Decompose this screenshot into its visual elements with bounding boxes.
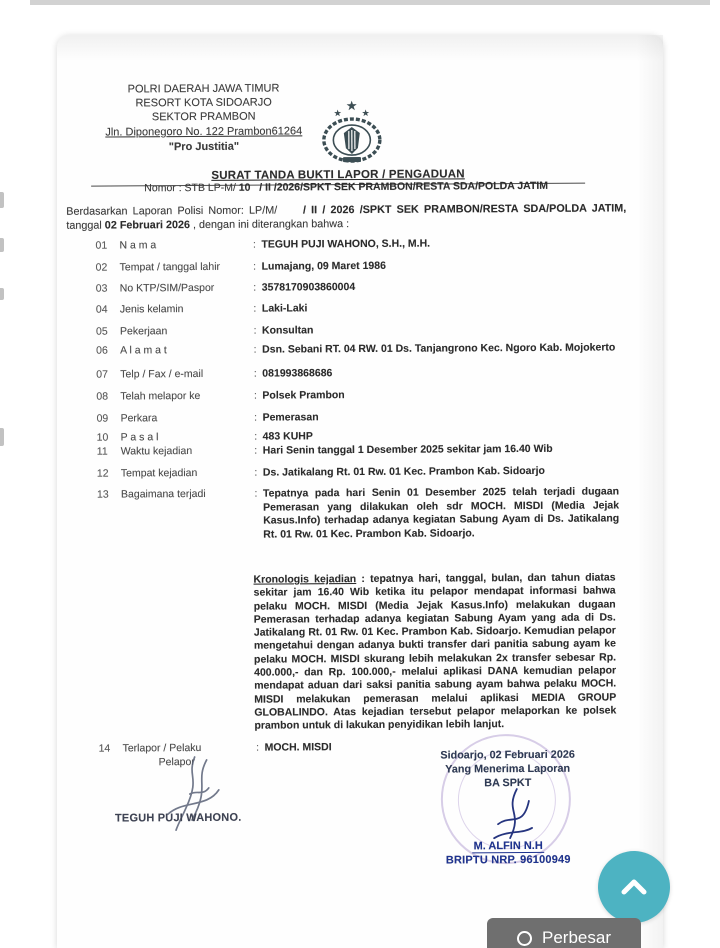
number-prefix: Nomor : STB LP-M/	[144, 181, 236, 195]
field-label: Telah melapor ke	[120, 389, 201, 403]
field-label: No KTP/SIM/Paspor	[119, 281, 215, 295]
letterhead-line: SEKTOR PRAMBON	[151, 110, 256, 124]
intro-date: 02 Februari 2026	[104, 219, 191, 232]
field-colon: :	[253, 324, 257, 337]
signoff-block	[425, 748, 591, 791]
svg-text:★: ★	[361, 107, 370, 118]
officer-name	[425, 840, 591, 853]
top-divider	[30, 0, 710, 5]
field-number: 02	[95, 261, 108, 274]
letterhead-line: RESORT KOTA SIDOARJO	[135, 96, 272, 110]
field-number: 05	[95, 325, 108, 338]
field-colon: :	[252, 238, 256, 251]
field-value: Tepatnya pada hari Senin 01 Desember 2025 telah terjadi dugaan Pemerasan yang dilakukan oleh sdr MOCH. MISDI (Media Jejak Kasus.Info) terhadap adanya kegiatan Sabung Ayam di Ds. Jatikalang Rt. 01 Rw. 01 Kec. Prambon Kab. Sidoarjo.	[262, 485, 620, 541]
field-number: 09	[96, 412, 109, 425]
field-colon: :	[254, 411, 258, 424]
field-value: 483 KUHP	[262, 430, 313, 443]
officer-name-text: M. ALFIN N.H	[473, 839, 543, 853]
scan-edge-artifact	[0, 288, 4, 300]
field-row-ttl	[96, 258, 618, 274]
field-value: Lumajang, 09 Maret 1986	[261, 259, 386, 273]
zoom-button-label: Perbesar	[542, 928, 611, 947]
field-row-nama	[95, 236, 617, 252]
chevron-up-icon	[621, 879, 647, 895]
field-number: 14	[98, 742, 111, 755]
letterhead-line: POLRI DAERAH JAWA TIMUR	[127, 82, 280, 96]
field-colon: :	[253, 367, 257, 380]
field-label: Pekerjaan	[119, 325, 168, 338]
field-value: Polsek Prambon	[262, 389, 345, 402]
field-number: 01	[95, 239, 108, 252]
officer-signature-scribble	[487, 786, 537, 846]
field-colon: :	[254, 430, 258, 443]
field-colon: :	[253, 389, 257, 402]
field-row-tempat	[97, 464, 619, 480]
field-number: 11	[96, 445, 108, 458]
document-page	[57, 35, 663, 948]
field-value: Dsn. Sebani RT. 04 RW. 01 Ds. Tanjangrono Kec. Ngoro Kab. Mojokerto	[262, 341, 616, 356]
field-number: 13	[96, 488, 109, 501]
field-label: P a s a l	[120, 431, 159, 444]
field-label: A l a m a t	[120, 344, 167, 357]
field-value: Laki-Laki	[261, 302, 308, 315]
field-number: 07	[96, 368, 109, 381]
letterhead	[94, 81, 312, 154]
intro-text: Berdasarkan Laporan Polisi Nomor: LP/M/	[66, 204, 278, 218]
svg-text:★: ★	[345, 98, 358, 114]
field-label: N a m a	[119, 239, 157, 252]
field-sublabel: Pelapor	[158, 756, 195, 769]
officer-nrp: BRIPTU NRP. 96100949	[445, 853, 571, 867]
intro-text: tanggal	[66, 219, 105, 232]
letterhead-address: Jln. Diponegoro No. 122 Prambon61264	[105, 125, 303, 139]
chronology-lead: Kronologis kejadian	[253, 573, 357, 586]
intro-text: , dengan ini diterangkan bahwa :	[192, 218, 350, 232]
field-value: Konsultan	[261, 324, 314, 337]
signoff-received-by: Yang Menerima Laporan	[445, 762, 571, 776]
field-colon: :	[253, 343, 257, 356]
zoom-enlarge-button[interactable]	[487, 918, 641, 948]
field-row-melapor	[96, 387, 618, 403]
field-label: Tempat / tanggal lahir	[119, 260, 221, 274]
intro-report-number: / II / 2026 /SPKT SEK PRAMBON/RESTA SDA/POLDA JATIM,	[302, 202, 627, 217]
document-content	[54, 33, 666, 948]
field-colon: :	[254, 487, 258, 500]
field-number: 04	[95, 303, 108, 316]
scroll-to-top-button[interactable]	[598, 851, 670, 923]
field-label: Jenis kelamin	[119, 303, 184, 316]
reporter-name: TEGUH PUJI WAHONO.	[114, 811, 242, 825]
magnifier-circle-icon	[517, 931, 532, 946]
number-value: 10	[238, 181, 251, 194]
chronology-body: : tepatnya hari, tanggal, bulan, dan tahun diatas sekitar jam 16.40 Wib ketika itu pelapor mendapat informasi bahwa pelaku MOCH. MISDI (Media Jejak Kasus.Info) melakukan dugaan Pemerasan terhadap adanya kegiatan Sabung Ayam yang ada di Ds. Jatikalang Rt. 01 Rw. 01 Kec. Prambon Kab. Sidoarjo. Kemudian pelapor mengetahui dengan adanya bukti transfer dari panitia sabung ayam ke pelaku MOCH. MISDI skurang lebih melakukan 2x transfer sebesar Rp. 400.000,- dan Rp. 100.000,- melalui aplikasi DANA kemudian pelapor mendapat aduan dari saksi panitia sabung ayam bahwa pelaku MOCH. MISDI melakukan pemerasan melalui aplikasi MEDIA GROUP GLOBALINDO. Atas kejadian tersebut pelapor melaporkan ke polsek prambon untuk di lakukan penyidikan lebih lanjut.	[253, 571, 617, 732]
field-row-perkara	[97, 409, 619, 425]
field-colon: :	[254, 466, 258, 479]
field-label: Terlapor / Pelaku	[122, 741, 202, 755]
field-colon: :	[253, 302, 257, 315]
document-title: SURAT TANDA BUKTI LAPOR / PENGADUAN	[211, 168, 465, 182]
field-number: 10	[96, 431, 109, 444]
field-label: Tempat kejadian	[120, 466, 198, 480]
field-colon: :	[254, 444, 258, 457]
field-value: Pemerasan	[262, 411, 319, 424]
field-colon: :	[253, 260, 257, 273]
signoff-place-date: Sidoarjo, 02 Februari 2026	[440, 748, 575, 762]
signoff-unit: BA SPKT	[484, 776, 532, 790]
field-label: Telp / Fax / e-mail	[120, 367, 204, 381]
field-colon: :	[256, 741, 260, 754]
field-value: MOCH. MISDI	[264, 741, 332, 754]
field-row-alamat	[96, 341, 618, 357]
field-number: 03	[95, 282, 108, 295]
field-row-waktu	[97, 442, 619, 458]
document-number-line	[91, 180, 601, 195]
field-label: Bagaimana terjadi	[120, 487, 206, 501]
field-number: 08	[96, 390, 109, 403]
field-value: 3578170903860004	[261, 281, 356, 294]
field-number: 06	[96, 344, 108, 357]
scan-edge-artifact	[0, 238, 4, 252]
field-value: 081993868686	[262, 367, 333, 380]
field-row-ktp	[96, 279, 618, 295]
field-label: Waktu kejadian	[120, 445, 193, 458]
field-number: 12	[96, 467, 109, 480]
scan-edge-artifact	[0, 428, 4, 446]
field-row-bagaimana	[97, 485, 619, 542]
letterhead-motto: "Pro Justitia"	[168, 140, 240, 154]
chronology-paragraph	[253, 571, 616, 733]
number-suffix: / II /2026/SPKT SEK PRAMBON/RESTA SDA/POLDA JATIM	[259, 179, 549, 194]
field-value: Ds. Jatikalang Rt. 01 Rw. 01 Kec. Prambon Kab. Sidoarjo	[262, 464, 545, 479]
polri-tribrata-emblem-icon	[313, 97, 391, 169]
field-row-kelamin	[96, 300, 618, 316]
field-row-telp	[96, 365, 618, 381]
field-label: Perkara	[120, 412, 158, 425]
field-colon: :	[253, 281, 257, 294]
field-value: TEGUH PUJI WAHONO, S.H., M.H.	[261, 237, 431, 251]
intro-paragraph	[66, 201, 626, 232]
field-value: Hari Senin tanggal 1 Desember 2025 sekitar jam 16.40 Wib	[262, 442, 553, 457]
svg-text:★: ★	[333, 108, 342, 119]
scan-edge-artifact	[0, 192, 4, 208]
field-row-pekerjaan	[96, 322, 618, 338]
